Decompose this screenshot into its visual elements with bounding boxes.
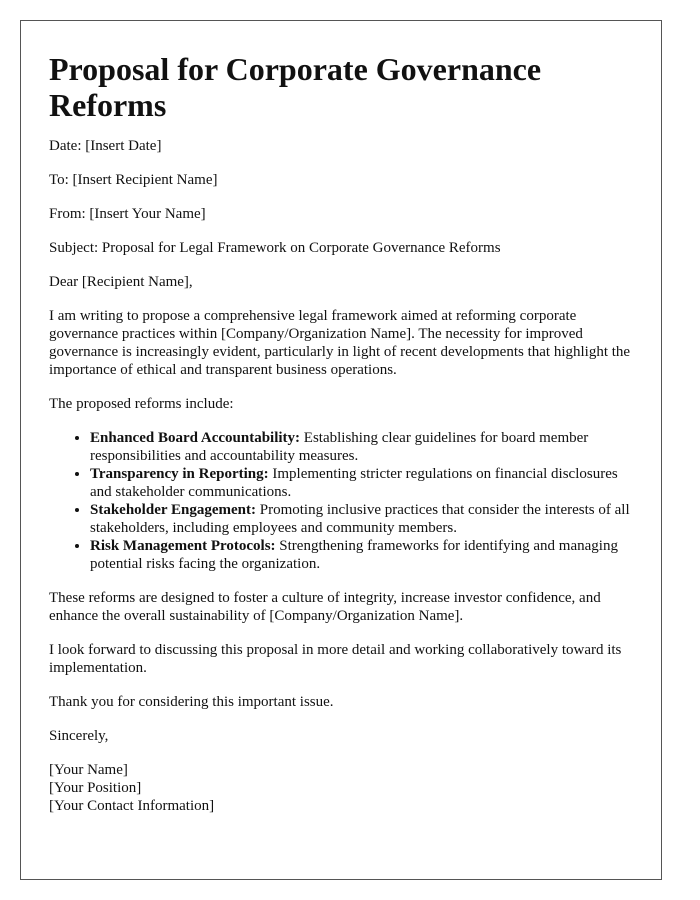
subject-line: Subject: Proposal for Legal Framework on Corporate Governance Reforms	[49, 240, 501, 256]
date-line: Date: [Insert Date]	[49, 138, 162, 154]
from-line: From: [Insert Your Name]	[49, 206, 206, 222]
reform-text: Implementing stricter regulations on financial disclosures and stakeholder communications.	[90, 466, 618, 500]
signature-contact: [Your Contact Information]	[49, 798, 215, 814]
reform-heading: Stakeholder Engagement:	[90, 502, 256, 518]
salutation: Dear [Recipient Name],	[49, 274, 193, 290]
signature-position: [Your Position]	[49, 780, 142, 796]
closing: Sincerely,	[49, 728, 109, 744]
thanks-paragraph: Thank you for considering this important issue.	[49, 694, 334, 710]
letter-title: Proposal for Corporate Governance Reforms	[49, 51, 542, 123]
followup-paragraph: I look forward to discussing this proposal in more detail and working collaboratively toward its implementation.	[49, 642, 622, 676]
reform-item-board-accountability	[90, 429, 633, 465]
letter-page	[20, 20, 662, 880]
reform-item-risk-management	[90, 537, 633, 573]
reform-item-transparency	[90, 465, 633, 501]
reform-text: Promoting inclusive practices that consider the interests of all stakeholders, including employees and community members.	[90, 502, 630, 536]
benefits-paragraph: These reforms are designed to foster a culture of integrity, increase investor confidence, and enhance the overall sustainability of [Company/Organization Name].	[49, 590, 601, 624]
intro-paragraph: I am writing to propose a comprehensive legal framework aimed at reforming corporate governance practices within [Company/Organization Name]. The necessity for improved governance is increasingly evident, particularly in light of recent developments that highlight the importance of ethical and transparent business operations.	[49, 308, 631, 378]
reform-heading: Transparency in Reporting:	[90, 466, 269, 482]
signature-block	[49, 761, 633, 815]
reform-heading: Risk Management Protocols:	[90, 538, 276, 554]
reforms-list	[49, 429, 633, 573]
reform-text: Strengthening frameworks for identifying and managing potential risks facing the organization.	[90, 538, 618, 572]
to-line: To: [Insert Recipient Name]	[49, 172, 218, 188]
reform-text: Establishing clear guidelines for board member responsibilities and accountability measures.	[90, 430, 589, 464]
reforms-lead: The proposed reforms include:	[49, 396, 234, 412]
signature-name: [Your Name]	[49, 762, 128, 778]
reform-heading: Enhanced Board Accountability:	[90, 430, 301, 446]
reform-item-stakeholder-engagement	[90, 501, 633, 537]
